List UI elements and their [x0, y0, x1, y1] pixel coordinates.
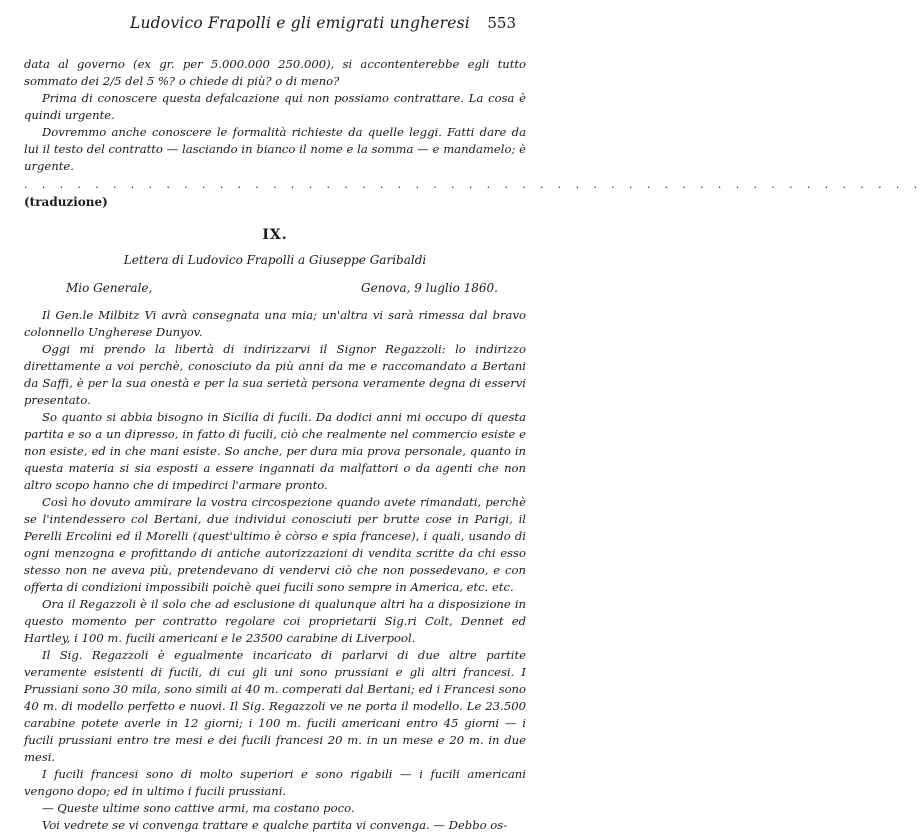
paragraph: Ora il Regazzoli è il solo che ad esclusione di qualunque altri ha a disposizione in questo momento per contratto regolare coi proprietarii Sig.ri Colt, Dennet ed Hartley, i 100 m. fucili americani e le 23500 carabine di Liverpool.	[24, 597, 526, 645]
salutation: Mio Generale,	[66, 281, 153, 295]
page-body	[24, 56, 923, 834]
running-title: Ludovico Frapolli e gli emigrati ungheresi	[130, 14, 470, 32]
page-header	[0, 14, 550, 38]
page-number: 553	[487, 14, 516, 32]
paragraph: Il Gen.le Milbitz Vi avrà consegnata una mia; un'altra vi sarà rimessa dal bravo colonnello Ungherese Dunyov.	[24, 308, 526, 339]
paragraph: Dovremmo anche conoscere le formalità richieste da quelle leggi. Fatti dare da lui il testo del contratto — lasciando in bianco il nome e la somma — e mandamelo; è urgente.	[24, 125, 526, 173]
translation-note: (traduzione)	[24, 195, 108, 209]
paragraph: Voi vedrete se vi convenga trattare e qualche partita vi convenga. — Debbo os-	[42, 818, 508, 832]
paragraph: — Queste ultime sono cattive armi, ma costano poco.	[42, 801, 355, 815]
place-date: Genova, 9 luglio 1860.	[361, 281, 498, 295]
paragraph: So quanto si abbia bisogno in Sicilia di fucili. Da dodici anni mi occupo di questa partita e so a un dipresso, in fatto di fucili, ciò che realmente nel commercio esiste e non esiste, ed in che mani esiste. So anche, per dura mia prova personale, quanto in questa materia si sia esposti a essere ingannati da malfattori o da agenti che non altro scopo hanno che di impedirci l'armare pronto.	[24, 410, 526, 492]
paragraph: Prima di conoscere questa defalcazione qui non possiamo contrattare. La cosa è quindi urgente.	[24, 91, 526, 122]
paragraph: I fucili francesi sono di molto superiori e sono rigabili — i fucili americani vengono dopo; ed in ultimo i fucili prussiani.	[24, 767, 526, 798]
section-number: IX.	[262, 227, 288, 243]
letter-title: Lettera di Ludovico Frapolli a Giuseppe Garibaldi	[123, 253, 427, 267]
paragraph: data al governo (ex gr. per 5.000.000 250.000), si accontenterebbe egli tutto sommato dei 2/5 del 5 %? o chiede di più? o di meno?	[24, 57, 526, 88]
paragraph: Oggi mi prendo la libertà di indirizzarvi il Signor Regazzoli: lo indirizzo direttamente a voi perchè, conosciuto da più anni da me e raccomandato a Bertani da Saffi, è per la sua onestà e per la sua serietà persona veramente degna di esservi presentato.	[24, 342, 526, 407]
paragraph: Il Sig. Regazzoli è egualmente incaricato di parlarvi di due altre partite veramente esistenti di fucili, di cui gli uni sono prussiani e gli altri francesi. I Prussiani sono 30 mila, sono simili ai 40 m. comperati dal Bertani; ed i Francesi sono 40 m. di modello perfetto e nuovi. Il Sig. Regazzoli ve ne porta il modello. Le 23.500 carabine potete averle in 12 giorni; i 100 m. fucili americani entro 45 giorni — i fucili prussiani entro tre mesi e dei fucili francesi 20 m. in un mese e 20 m. in due mesi.	[24, 648, 526, 764]
paragraph: Così ho dovuto ammirare la vostra circospezione quando avete rimandati, perchè se l'intendessero col Bertani, due individui conosciuti per brutte cose in Parigi, il Perelli Ercolini ed il Morelli (quest'ultimo è còrso e spia francese), i quali, usando di ogni menzogna e profittando di antiche autorizzazioni di vendita scritte da chi esso stesso non ne aveva più, pretendevano di vendervi ciò che non possedevano, e con offerta di condizioni impossibili poichè quei fucili sono sempre in America, etc. etc.	[24, 495, 526, 594]
letter-opening	[24, 281, 526, 307]
ellipsis-divider: . . . . . . . . . . . . . . . . . . . . . . . . . . . . . . . . . . . . . . . . . . . . . . . . . . .	[24, 178, 923, 191]
